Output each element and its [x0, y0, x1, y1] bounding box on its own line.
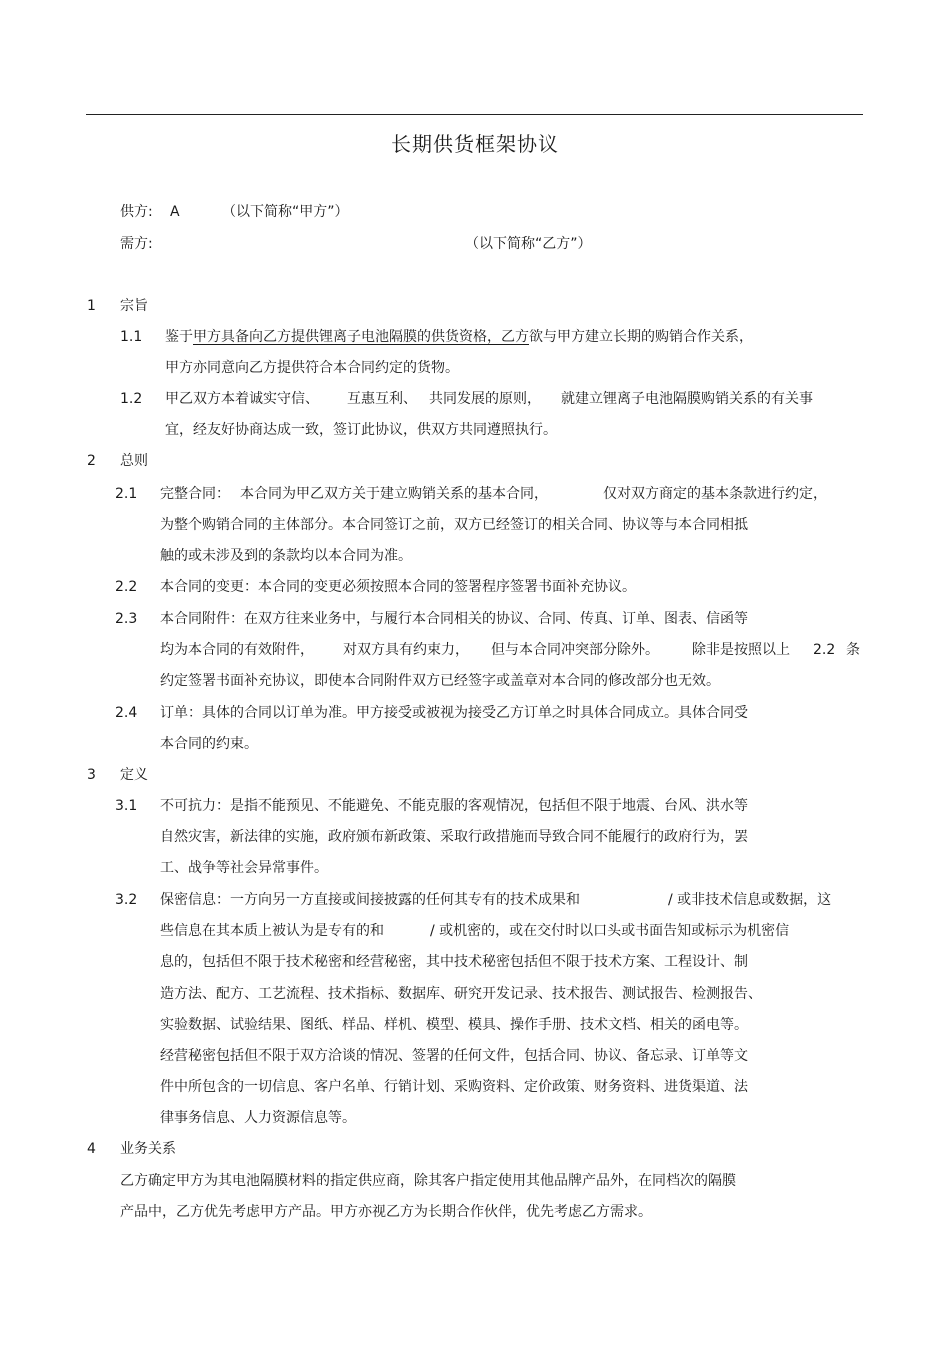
supplier-alias: （以下简称“甲方”）: [222, 204, 349, 220]
section-4-line-1: 乙方确定甲方为其电池隔膜材料的指定供应商，除其客户指定使用其他品牌产品外，在同档次的隔膜: [120, 1173, 736, 1189]
clause-2-4-line-1: 订单：具体的合同以订单为准。甲方接受或被视为接受乙方订单之时具体合同成立。具体合同受: [160, 705, 748, 721]
clause-3-1-line-2: 自然灾害，新法律的实施，政府颁布新政策、采取行政措施而导致合同不能履行的政府行为，罢: [160, 829, 748, 845]
clause-1-1-line-1: [165, 327, 753, 347]
clause-1-1-text-a: 鉴于: [165, 329, 193, 345]
buyer-label: 需方:: [120, 236, 153, 252]
clause-3-2-line-8: 律事务信息、人力资源信息等。: [160, 1110, 356, 1126]
page-title: 长期供货框架协议: [391, 132, 559, 156]
clause-2-3-text-f: 条: [846, 642, 860, 658]
clause-3-1-number: 3.1: [115, 798, 138, 814]
clause-1-2-text-b: 互惠互利、: [347, 391, 417, 407]
clause-1-2-line-2: 宜，经友好协商达成一致，签订此协议，供双方共同遵照执行。: [165, 422, 557, 438]
clause-3-2-line-4: 造方法、配方、工艺流程、技术指标、数据库、研究开发记录、技术报告、测试报告、检测报告、: [160, 986, 762, 1002]
clause-3-2-text-b: / 或非技术信息或数据，这: [668, 892, 832, 908]
clause-reference: 2.2: [813, 642, 836, 658]
clause-1-1-number: 1.1: [120, 329, 143, 345]
section-2-title: 总则: [120, 453, 148, 469]
clause-2-3-line-3: 约定签署书面补充协议，即使本合同附件双方已经签字或盖章对本合同的修改部分也无效。: [160, 673, 720, 689]
clause-2-3-text-d: 除非是按照以上: [692, 642, 790, 658]
clause-1-2-text-d: 就建立锂离子电池隔膜购销关系的有关事: [561, 391, 813, 407]
clause-3-2-line-5: 实验数据、试验结果、图纸、样品、样机、模型、模具、操作手册、技术文档、相关的函电等。: [160, 1017, 748, 1033]
clause-2-1-line-2: 为整个购销合同的主体部分。本合同签订之前，双方已经签订的相关合同、协议等与本合同相抵: [160, 517, 748, 533]
clause-2-1-line-3: 触的或未涉及到的条款均以本合同为准。: [160, 548, 412, 564]
section-4-line-2: 产品中，乙方优先考虑甲方产品。甲方亦视乙方为长期合作伙伴，优先考虑乙方需求。: [120, 1204, 652, 1220]
clause-3-2-line-6: 经营秘密包括但不限于双方洽谈的情况、签署的任何文件，包括合同、协议、备忘录、订单等文: [160, 1048, 748, 1064]
clause-2-3-text-c: 但与本合同冲突部分除外。: [491, 642, 659, 658]
clause-3-1-line-1: 不可抗力：是指不能预见、不能避免、不能克服的客观情况，包括但不限于地震、台风、洪水等: [160, 798, 748, 814]
clause-2-4-line-2: 本合同的约束。: [160, 736, 258, 752]
clause-3-2-text-a: 保密信息：一方向另一方直接或间接披露的任何其专有的技术成果和: [160, 892, 580, 908]
supplier-name: A: [170, 204, 180, 220]
clause-1-1-line-2: 甲方亦同意向乙方提供符合本合同约定的货物。: [165, 360, 459, 376]
clause-1-1-text-b: 欲与甲方建立长期的购销合作关系，: [529, 329, 753, 345]
clause-2-2-number: 2.2: [115, 579, 138, 595]
section-1-number: 1: [87, 298, 96, 314]
supplier-label: 供方:: [120, 204, 153, 220]
clause-1-1-underlined-text: 甲方具备向乙方提供锂离子电池隔膜的供货资格，乙方: [193, 329, 529, 345]
clause-2-1-text-c: 仅对双方商定的基本条款进行约定，: [603, 486, 827, 502]
section-1-title: 宗旨: [120, 298, 148, 314]
clause-2-1-text-b: 本合同为甲乙双方关于建立购销关系的基本合同，: [240, 486, 548, 502]
section-3-title: 定义: [120, 767, 148, 783]
clause-3-2-text-d: / 或机密的，或在交付时以口头或书面告知或标示为机密信: [430, 923, 790, 939]
clause-2-1-number: 2.1: [115, 486, 138, 502]
clause-2-2-line-1: 本合同的变更：本合同的变更必须按照本合同的签署程序签署书面补充协议。: [160, 579, 636, 595]
clause-3-2-line-7: 件中所包含的一切信息、客户名单、行销计划、采购资料、定价政策、财务资料、进货渠道、法: [160, 1079, 748, 1095]
clause-1-2-text-c: 共同发展的原则，: [429, 391, 541, 407]
section-3-number: 3: [87, 767, 96, 783]
clause-2-1-text-a: 完整合同：: [160, 486, 230, 502]
clause-3-1-line-3: 工、战争等社会异常事件。: [160, 860, 328, 876]
clause-2-4-number: 2.4: [115, 705, 138, 721]
buyer-alias: （以下简称“乙方”）: [465, 236, 592, 252]
clause-3-2-number: 3.2: [115, 892, 138, 908]
clause-3-2-text-c: 些信息在其本质上被认为是专有的和: [160, 923, 384, 939]
clause-1-2-text-a: 甲乙双方本着诚实守信、: [165, 391, 319, 407]
header-rule: [86, 114, 863, 115]
section-4-title: 业务关系: [120, 1141, 176, 1157]
clause-3-2-line-3: 息的，包括但不限于技术秘密和经营秘密，其中技术秘密包括但不限于技术方案、工程设计、制: [160, 954, 748, 970]
clause-1-2-number: 1.2: [120, 391, 143, 407]
section-4-number: 4: [87, 1141, 96, 1157]
section-2-number: 2: [87, 453, 96, 469]
clause-2-3-text-b: 对双方具有约束力，: [343, 642, 469, 658]
clause-2-3-text-a: 均为本合同的有效附件，: [160, 642, 314, 658]
clause-2-3-line-1: 本合同附件：在双方往来业务中，与履行本合同相关的协议、合同、传真、订单、图表、信函等: [160, 611, 748, 627]
clause-2-3-number: 2.3: [115, 611, 138, 627]
